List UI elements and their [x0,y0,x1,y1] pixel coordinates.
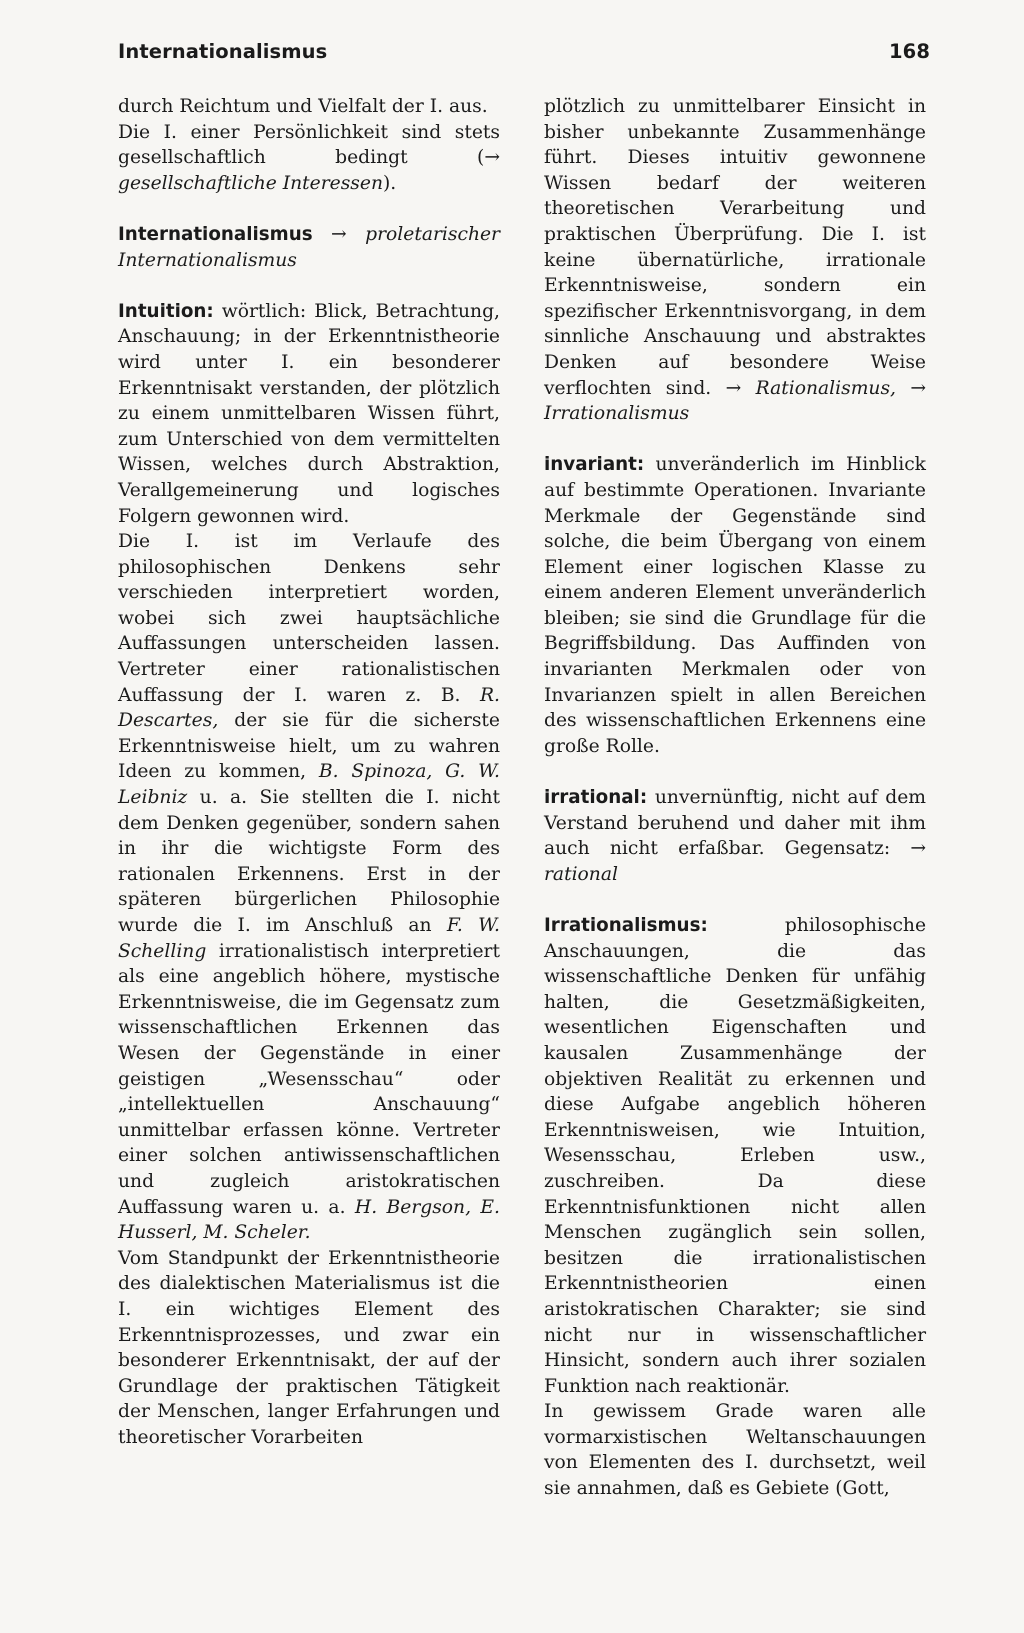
cross-reference: proletarischer Internationalismus [118,223,500,271]
paragraph: plötzlich zu unmittelbarer Einsicht in bisher unbekannte Zusammenhänge führt. Dieses intuitiv gewonnene Wissen bedarf der weiteren theoretischen Verarbeitung und praktischen Überprüfung. Die I. ist keine übernatürliche, irrationale Erkenntnisweise, sondern ein spezifischer Erkenntnisvorgang, in dem sinnliche Anschauung und abstraktes Denken auf besondere Weise verflochten sind. → Rationalismus, → Irrationalismus [544,96,926,425]
paragraph: Die I. ist im Verlaufe des philosophischen Denkens sehr verschieden interpretiert worden, wobei sich zwei hauptsächliche Auffassungen unterscheiden lassen. Vertreter einer rationalistischen Auffassung der I. waren z. B. R. Descartes, der sie für die sicherste Erkenntnisweise hielt, um zu wahren Ideen zu kommen, B. Spinoza, G. W. Leibniz u. a. Sie stellten die I. nicht dem Denken gegenüber, sondern sahen in ihr die wichtigste Form des rationalen Erkennens. Erst in der späteren bürgerlichen Philosophie wurde die I. im Anschluß an F. W. Schelling irrationalistisch interpretiert als eine angeblich höhere, mystische Erkenntnisweise, die im Gegensatz zum wissenschaftlichen Erkennen das Wesen der Gegenstände in einer geistigen „Wesensschau“ oder „intellektuellen Anschauung“ unmittelbar erfassen könne. Vertreter einer solchen antiwissenschaftlichen und zugleich aristokratischen Auffassung waren u. a. H. Bergson, E. Husserl, M. Scheler. [118,531,500,1244]
paragraph: Die I. einer Persönlichkeit sind stets gesellschaftlich bedingt (→ gesellschaftliche Interessen). [118,121,500,194]
headword: Irrationalismus: [544,915,708,936]
paragraph: Intuition: wörtlich: Blick, Betrachtung, Anschauung; in der Erkenntnistheorie wird unter I. ein besonderer Erkenntnisakt verstanden, der plötzlich zu einem unmittelbaren Wissen führt, zum Unterschied von dem vermittelten Wissen, welches durch Abstraktion, Verallgemeinerung und logisches Folgern gewonnen wird. [118,300,500,527]
headword: Internationalismus [118,223,313,245]
paragraph: durch Reichtum und Vielfalt der I. aus. [118,96,488,117]
paragraph: Irrationalismus: philosophische Anschauungen, die das wissenschaftliche Denken für unfähig halten, die Gesetzmäßigkeiten, wesentlichen Eigenschaften und kausalen Zusammenhänge der objektiven Realität zu erkennen und diese Aufgabe angeblich höheren Erkenntnisweisen, wie Intuition, Wesensschau, Erleben usw., zuschreiben. Da diese Erkenntnisfunktionen nicht allen Menschen zugänglich sein sollen, besitzen die irrationalistischen Erkenntnistheorien einen aristokratischen Charakter; sie sind nicht nur in wissenschaftlicher Hinsicht, sondern auch ihrer sozialen Funktion nach reaktionär. [544,915,926,1397]
entry-intuition [118,299,500,1451]
page-number: 168 [888,40,930,63]
paragraph: irrational: unvernünftig, nicht auf dem Verstand beruhend und daher mit ihm auch nicht erfaßbar. Gegensatz: → rational [544,787,926,885]
paragraph [118,222,500,273]
cross-reference: Rationalismus, [741,377,896,399]
headword: irrational: [544,787,648,809]
person-names: H. Bergson, E. Husserl, M. Scheler. [118,1196,500,1244]
person-name: R. Descartes, [118,684,500,732]
cross-reference: Irrationalismus [544,403,690,425]
entry-irrationalismus [544,913,926,1502]
entry-intuition-continued [544,94,926,427]
right-column [544,94,926,1502]
arrow-icon: → [910,838,926,860]
cross-reference: gesellschaftliche Interessen [118,172,383,194]
cross-reference: rational [544,863,618,885]
arrow-icon: → [484,147,500,169]
left-column [118,94,500,1450]
page-header [118,40,930,74]
person-name: F. W. Schelling [118,915,500,962]
paragraph: Vom Standpunkt der Erkenntnistheorie des dialektischen Materialismus ist die I. ein wichtiges Element des Erkenntnisprozesses, und zwar ein besonderer Erkenntnisakt, der auf der Grundlage der praktischen Tätigkeit der Menschen, langer Erfahrungen und theoretischer Vorarbeiten [118,1247,500,1448]
entry-interesse-continued [118,94,500,196]
entry-irrational [544,785,926,887]
headword: Intuition: [118,300,214,322]
arrow-icon: → [895,377,926,399]
entry-invariant [544,452,926,759]
arrow-icon: → [725,377,742,399]
running-title: Internationalismus [118,40,328,63]
arrow-icon: → [331,223,347,245]
entry-internationalismus [118,222,500,273]
paragraph: In gewissem Grade waren alle vormarxistischen Weltanschauungen von Elementen des I. durchsetzt, weil sie annahmen, daß es Gebiete (Gott, [544,1401,926,1500]
person-names: B. Spinoza, G. W. Leibniz [118,761,500,809]
headword: invariant: [544,454,645,476]
paragraph: invariant: unveränderlich im Hinblick auf bestimmte Operationen. Invariante Merkmale der Gegenstände sind solche, die beim Übergang von einem Element einer logischen Klasse zu einem anderen Element unveränderlich bleiben; sie sind die Grundlage für die Begriffsbildung. Das Auffinden von invarianten Merkmalen oder von Invarianzen spielt in allen Bereichen des wissenschaftlichen Erkennens eine große Rolle. [544,454,926,757]
